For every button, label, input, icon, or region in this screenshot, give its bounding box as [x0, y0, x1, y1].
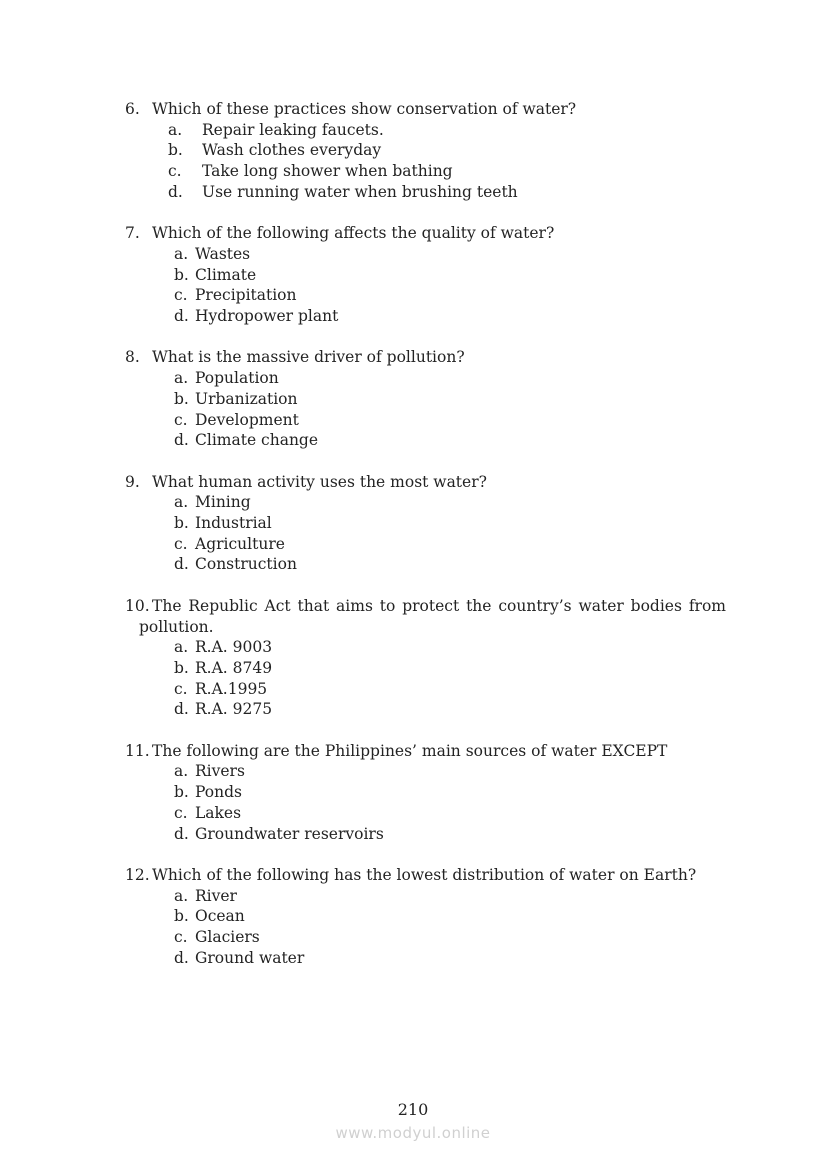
options-list: [125, 492, 726, 575]
option-text: Groundwater reservoirs: [195, 824, 384, 843]
answer-option: [125, 306, 726, 327]
options-list: [125, 120, 726, 203]
option-letter: b.: [168, 141, 183, 160]
option-text: River: [195, 886, 237, 905]
question-number: 7.: [125, 224, 140, 243]
option-text: Climate change: [195, 431, 319, 450]
option-letter: c.: [174, 803, 188, 822]
quiz-question-list: [125, 99, 726, 989]
question-number: 12.: [125, 865, 150, 884]
option-text: Precipitation: [195, 286, 297, 305]
watermark-text: www.modyul.online: [335, 1124, 491, 1142]
answer-option: [125, 140, 726, 161]
answer-option: [125, 824, 726, 845]
option-text: Wash clothes everyday: [202, 141, 382, 160]
question-number: 11.: [125, 741, 150, 760]
question-number: 9.: [125, 472, 140, 491]
option-letter: c.: [174, 410, 188, 429]
option-letter: d.: [174, 307, 189, 326]
option-letter: b.: [174, 658, 189, 677]
question-header: [125, 596, 726, 637]
option-text: Rivers: [195, 762, 245, 781]
option-letter: c.: [174, 286, 188, 305]
option-text: Population: [195, 369, 279, 388]
answer-option: [125, 554, 726, 575]
question-number: 10.: [125, 596, 150, 615]
option-text: Take long shower when bathing: [202, 162, 453, 181]
option-text: Hydropower plant: [195, 307, 339, 326]
option-text: Wastes: [195, 244, 251, 263]
option-text: Lakes: [195, 803, 242, 822]
option-letter: b.: [174, 783, 189, 802]
option-letter: c.: [174, 679, 188, 698]
option-text: Ground water: [195, 948, 305, 967]
question-header: [125, 865, 726, 886]
option-text: Mining: [195, 493, 251, 512]
option-letter: d.: [174, 555, 189, 574]
options-list: [125, 637, 726, 720]
option-letter: a.: [174, 369, 189, 388]
question-text: The Republic Act that aims to protect the country’s water bodies from pollution.: [139, 596, 726, 636]
option-text: R.A. 9275: [195, 700, 273, 719]
option-text: Ponds: [195, 783, 242, 802]
answer-option: [125, 699, 726, 720]
question-header: [125, 741, 726, 762]
option-letter: a.: [174, 886, 189, 905]
option-text: R.A. 8749: [195, 658, 273, 677]
option-text: R.A.1995: [195, 679, 268, 698]
answer-option: [125, 534, 726, 555]
option-text: Glaciers: [195, 928, 260, 947]
answer-option: [125, 368, 726, 389]
question-item: [125, 596, 726, 720]
answer-option: [125, 803, 726, 824]
question-header: [125, 99, 726, 120]
question-header: [125, 223, 726, 244]
options-list: [125, 244, 726, 327]
option-letter: c.: [174, 928, 188, 947]
option-text: Industrial: [195, 514, 272, 533]
question-number: 6.: [125, 100, 140, 118]
answer-option: [125, 244, 726, 265]
option-letter: d.: [174, 948, 189, 967]
option-text: Repair leaking faucets.: [202, 120, 384, 139]
answer-option: [125, 285, 726, 306]
answer-option: [125, 265, 726, 286]
question-text: Which of the following has the lowest distribution of water on Earth?: [152, 865, 697, 884]
answer-option: [125, 492, 726, 513]
question-item: [125, 472, 726, 576]
option-letter: c.: [168, 162, 182, 181]
answer-option: [125, 948, 726, 969]
option-letter: a.: [174, 244, 189, 263]
question-text: Which of these practices show conservation of water?: [152, 100, 577, 118]
option-text: Agriculture: [195, 534, 285, 553]
option-text: R.A. 9003: [195, 638, 273, 657]
option-text: Construction: [195, 555, 297, 574]
options-list: [125, 368, 726, 451]
answer-option: [125, 182, 726, 203]
option-letter: c.: [174, 534, 188, 553]
page-number: 210: [397, 1100, 429, 1119]
answer-option: [125, 161, 726, 182]
options-list: [125, 886, 726, 969]
option-text: Urbanization: [195, 389, 298, 408]
option-text: Climate: [195, 265, 257, 284]
option-text: Development: [195, 410, 299, 429]
answer-option: [125, 658, 726, 679]
option-letter: b.: [174, 389, 189, 408]
question-header: [125, 347, 726, 368]
question-item: [125, 99, 726, 203]
option-letter: d.: [174, 700, 189, 719]
option-text: Ocean: [195, 907, 245, 926]
answer-option: [125, 782, 726, 803]
question-text: What human activity uses the most water?: [152, 472, 487, 491]
option-text: Use running water when brushing teeth: [202, 182, 518, 201]
option-letter: d.: [168, 182, 183, 201]
answer-option: [125, 389, 726, 410]
question-header: [125, 472, 726, 493]
option-letter: d.: [174, 431, 189, 450]
answer-option: [125, 679, 726, 700]
answer-option: [125, 513, 726, 534]
question-item: [125, 741, 726, 845]
answer-option: [125, 927, 726, 948]
option-letter: a.: [174, 493, 189, 512]
answer-option: [125, 120, 726, 141]
option-letter: b.: [174, 514, 189, 533]
answer-option: [125, 906, 726, 927]
option-letter: b.: [174, 907, 189, 926]
option-letter: a.: [174, 762, 189, 781]
answer-option: [125, 410, 726, 431]
question-text: The following are the Philippines’ main sources of water EXCEPT: [152, 741, 668, 760]
answer-option: [125, 761, 726, 782]
question-text: Which of the following affects the quality of water?: [152, 224, 555, 243]
option-letter: a.: [168, 120, 183, 139]
question-item: [125, 347, 726, 451]
question-item: [125, 223, 726, 327]
answer-option: [125, 886, 726, 907]
question-text: What is the massive driver of pollution?: [152, 348, 465, 367]
question-number: 8.: [125, 348, 140, 367]
question-item: [125, 865, 726, 969]
option-letter: d.: [174, 824, 189, 843]
answer-option: [125, 430, 726, 451]
option-letter: b.: [174, 265, 189, 284]
options-list: [125, 761, 726, 844]
answer-option: [125, 637, 726, 658]
option-letter: a.: [174, 638, 189, 657]
